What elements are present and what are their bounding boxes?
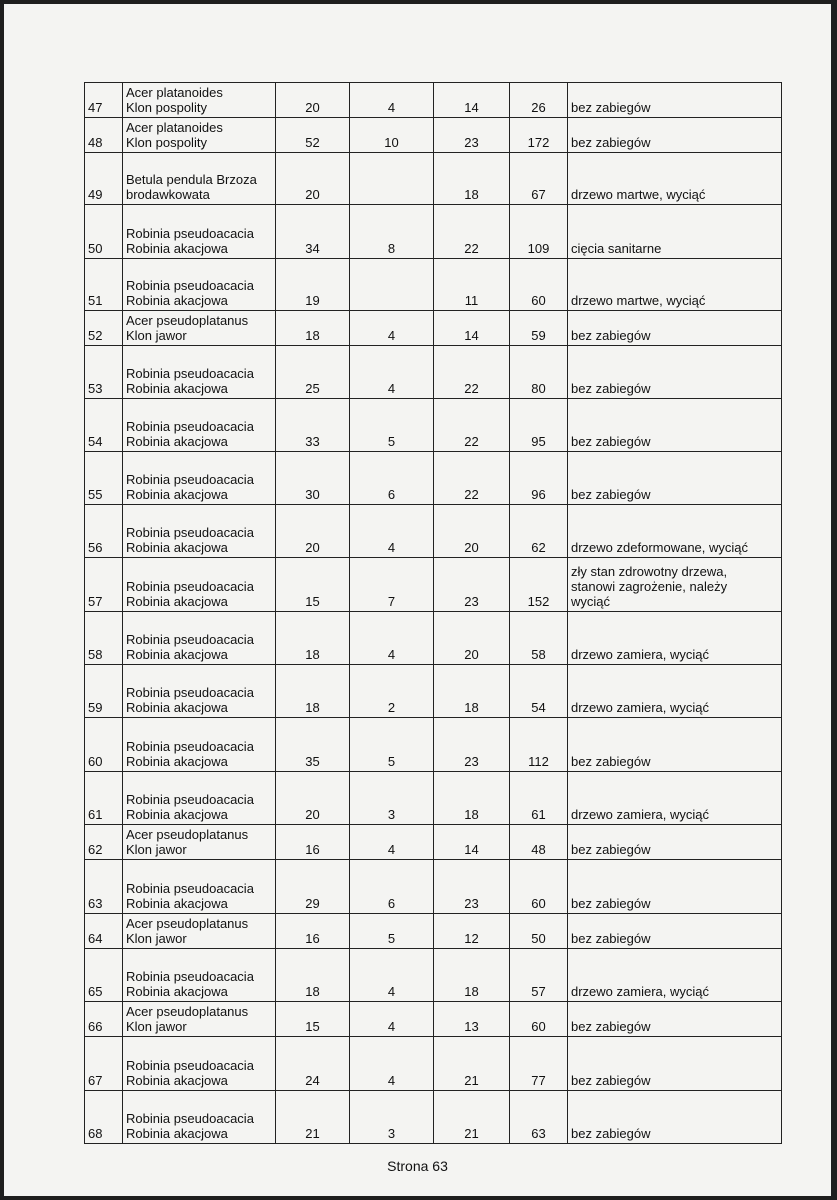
- species-line: Klon jawor: [126, 328, 187, 343]
- value-cell-2: 5: [350, 399, 434, 452]
- species-line: Robinia akacjowa: [126, 754, 228, 769]
- table-row: [85, 1002, 782, 1037]
- value-cell-3: 18: [434, 772, 510, 825]
- species-line: Robinia pseudoacacia: [126, 1111, 254, 1126]
- note-line: bez zabiegów: [571, 434, 651, 449]
- species-cell: [123, 860, 276, 914]
- species-line: Robinia akacjowa: [126, 434, 228, 449]
- note-cell: [568, 612, 782, 665]
- value-cell-4: 54: [510, 665, 568, 718]
- note-cell: [568, 311, 782, 346]
- note-line: drzewo zamiera, wyciąć: [571, 647, 709, 662]
- species-line: Acer pseudoplatanus: [126, 916, 249, 931]
- value-cell-4: 60: [510, 860, 568, 914]
- note-line: bez zabiegów: [571, 842, 651, 857]
- note-cell: [568, 205, 782, 259]
- species-cell: [123, 825, 276, 860]
- species-line: Robinia akacjowa: [126, 647, 228, 662]
- value-cell-2: 4: [350, 1002, 434, 1037]
- value-cell-2: 4: [350, 612, 434, 665]
- value-cell-3: 22: [434, 205, 510, 259]
- value-cell-2: 3: [350, 1091, 434, 1144]
- species-cell: [123, 259, 276, 311]
- value-cell-1: 19: [276, 259, 350, 311]
- species-cell: [123, 914, 276, 949]
- value-cell-3: 22: [434, 346, 510, 399]
- note-cell: [568, 665, 782, 718]
- value-cell-2: 7: [350, 558, 434, 612]
- tree-number-cell: 47: [85, 83, 123, 118]
- note-cell: [568, 558, 782, 612]
- value-cell-1: 16: [276, 825, 350, 860]
- value-cell-1: 18: [276, 665, 350, 718]
- note-cell: [568, 346, 782, 399]
- note-cell: [568, 118, 782, 153]
- value-cell-4: 60: [510, 1002, 568, 1037]
- value-cell-2: [350, 153, 434, 205]
- value-cell-1: 18: [276, 949, 350, 1002]
- note-cell: [568, 83, 782, 118]
- table-row: [85, 399, 782, 452]
- species-line: Robinia pseudoacacia: [126, 579, 254, 594]
- value-cell-1: 16: [276, 914, 350, 949]
- species-line: Acer pseudoplatanus: [126, 313, 249, 328]
- species-line: Robinia akacjowa: [126, 594, 228, 609]
- tree-number-cell: 61: [85, 772, 123, 825]
- tree-number-cell: 66: [85, 1002, 123, 1037]
- value-cell-2: 6: [350, 860, 434, 914]
- species-line: Klon pospolity: [126, 135, 207, 150]
- note-cell: [568, 825, 782, 860]
- value-cell-3: 14: [434, 311, 510, 346]
- tree-number-cell: 52: [85, 311, 123, 346]
- note-line: cięcia sanitarne: [571, 241, 662, 256]
- species-line: Robinia pseudoacacia: [126, 739, 254, 754]
- value-cell-4: 112: [510, 718, 568, 772]
- species-line: Robinia akacjowa: [126, 1073, 228, 1088]
- species-cell: [123, 118, 276, 153]
- species-cell: [123, 153, 276, 205]
- species-line: Robinia akacjowa: [126, 984, 228, 999]
- species-cell: [123, 558, 276, 612]
- species-cell: [123, 612, 276, 665]
- value-cell-3: 23: [434, 118, 510, 153]
- note-cell: [568, 772, 782, 825]
- value-cell-2: 10: [350, 118, 434, 153]
- tree-number-cell: 58: [85, 612, 123, 665]
- tree-inventory-table: [84, 82, 782, 1144]
- note-line: bez zabiegów: [571, 1019, 651, 1034]
- tree-number-cell: 50: [85, 205, 123, 259]
- value-cell-2: 4: [350, 83, 434, 118]
- note-line: bez zabiegów: [571, 931, 651, 946]
- tree-number-cell: 59: [85, 665, 123, 718]
- species-line: Robinia pseudoacacia: [126, 792, 254, 807]
- tree-number-cell: 62: [85, 825, 123, 860]
- value-cell-1: 30: [276, 452, 350, 505]
- value-cell-2: 5: [350, 914, 434, 949]
- species-line: Robinia akacjowa: [126, 700, 228, 715]
- note-line: drzewo martwe, wyciąć: [571, 187, 706, 202]
- species-cell: [123, 346, 276, 399]
- value-cell-1: 29: [276, 860, 350, 914]
- species-cell: [123, 1002, 276, 1037]
- table-row: [85, 311, 782, 346]
- value-cell-3: 14: [434, 83, 510, 118]
- species-line: Robinia pseudoacacia: [126, 685, 254, 700]
- value-cell-4: 63: [510, 1091, 568, 1144]
- species-line: Robinia pseudoacacia: [126, 632, 254, 647]
- value-cell-4: 57: [510, 949, 568, 1002]
- value-cell-2: 4: [350, 825, 434, 860]
- species-cell: [123, 83, 276, 118]
- value-cell-2: 6: [350, 452, 434, 505]
- value-cell-2: 4: [350, 1037, 434, 1091]
- value-cell-2: 5: [350, 718, 434, 772]
- species-line: Robinia pseudoacacia: [126, 226, 254, 241]
- note-cell: [568, 399, 782, 452]
- table-row: [85, 665, 782, 718]
- value-cell-4: 95: [510, 399, 568, 452]
- value-cell-3: 18: [434, 665, 510, 718]
- species-line: Robinia akacjowa: [126, 487, 228, 502]
- species-cell: [123, 399, 276, 452]
- value-cell-4: 58: [510, 612, 568, 665]
- note-line: zły stan zdrowotny drzewa,: [571, 564, 728, 579]
- species-line: Robinia akacjowa: [126, 293, 228, 308]
- species-cell: [123, 311, 276, 346]
- tree-number-cell: 49: [85, 153, 123, 205]
- species-line: Acer platanoides: [126, 85, 223, 100]
- value-cell-1: 15: [276, 1002, 350, 1037]
- document-page: [4, 4, 831, 1196]
- note-cell: [568, 914, 782, 949]
- table-row: [85, 205, 782, 259]
- species-cell: [123, 772, 276, 825]
- value-cell-3: 11: [434, 259, 510, 311]
- table-row: [85, 949, 782, 1002]
- note-cell: [568, 860, 782, 914]
- value-cell-1: 15: [276, 558, 350, 612]
- species-cell: [123, 949, 276, 1002]
- value-cell-1: 25: [276, 346, 350, 399]
- note-cell: [568, 718, 782, 772]
- species-line: Robinia pseudoacacia: [126, 278, 254, 293]
- value-cell-3: 20: [434, 505, 510, 558]
- value-cell-4: 67: [510, 153, 568, 205]
- note-line: bez zabiegów: [571, 1073, 651, 1088]
- note-line: drzewo martwe, wyciąć: [571, 293, 706, 308]
- value-cell-4: 26: [510, 83, 568, 118]
- value-cell-4: 152: [510, 558, 568, 612]
- note-line: bez zabiegów: [571, 1126, 651, 1141]
- value-cell-3: 23: [434, 718, 510, 772]
- species-line: Acer pseudoplatanus: [126, 827, 249, 842]
- tree-number-cell: 51: [85, 259, 123, 311]
- tree-number-cell: 67: [85, 1037, 123, 1091]
- value-cell-4: 59: [510, 311, 568, 346]
- species-line: Robinia pseudoacacia: [126, 472, 254, 487]
- value-cell-4: 172: [510, 118, 568, 153]
- table-row: [85, 612, 782, 665]
- species-line: Robinia akacjowa: [126, 1126, 228, 1141]
- table-row: [85, 83, 782, 118]
- note-line: stanowi zagrożenie, należy: [571, 579, 728, 594]
- value-cell-4: 48: [510, 825, 568, 860]
- species-line: Klon pospolity: [126, 100, 207, 115]
- value-cell-3: 18: [434, 949, 510, 1002]
- species-line: Robinia pseudoacacia: [126, 969, 254, 984]
- species-cell: [123, 205, 276, 259]
- note-line: bez zabiegów: [571, 135, 651, 150]
- note-cell: [568, 949, 782, 1002]
- species-cell: [123, 505, 276, 558]
- tree-number-cell: 48: [85, 118, 123, 153]
- value-cell-3: 20: [434, 612, 510, 665]
- table-row: [85, 914, 782, 949]
- value-cell-1: 20: [276, 153, 350, 205]
- note-line: drzewo zamiera, wyciąć: [571, 807, 709, 822]
- table-row: [85, 505, 782, 558]
- note-line: drzewo zamiera, wyciąć: [571, 984, 709, 999]
- value-cell-2: [350, 259, 434, 311]
- species-cell: [123, 452, 276, 505]
- species-cell: [123, 1037, 276, 1091]
- value-cell-1: 21: [276, 1091, 350, 1144]
- value-cell-4: 80: [510, 346, 568, 399]
- tree-number-cell: 68: [85, 1091, 123, 1144]
- table-row: [85, 259, 782, 311]
- value-cell-3: 14: [434, 825, 510, 860]
- value-cell-2: 2: [350, 665, 434, 718]
- species-line: Robinia akacjowa: [126, 540, 228, 555]
- note-line: drzewo zamiera, wyciąć: [571, 700, 709, 715]
- table-row: [85, 558, 782, 612]
- species-line: Klon jawor: [126, 1019, 187, 1034]
- tree-number-cell: 65: [85, 949, 123, 1002]
- note-line: bez zabiegów: [571, 487, 651, 502]
- species-line: Robinia pseudoacacia: [126, 881, 254, 896]
- value-cell-1: 20: [276, 772, 350, 825]
- value-cell-4: 60: [510, 259, 568, 311]
- value-cell-1: 18: [276, 311, 350, 346]
- species-line: Robinia pseudoacacia: [126, 525, 254, 540]
- tree-number-cell: 53: [85, 346, 123, 399]
- value-cell-2: 4: [350, 346, 434, 399]
- value-cell-3: 21: [434, 1091, 510, 1144]
- value-cell-3: 23: [434, 860, 510, 914]
- species-line: Acer pseudoplatanus: [126, 1004, 249, 1019]
- note-line: bez zabiegów: [571, 328, 651, 343]
- value-cell-1: 34: [276, 205, 350, 259]
- value-cell-2: 4: [350, 505, 434, 558]
- species-cell: [123, 718, 276, 772]
- tree-number-cell: 63: [85, 860, 123, 914]
- species-cell: [123, 665, 276, 718]
- value-cell-3: 13: [434, 1002, 510, 1037]
- value-cell-2: 4: [350, 949, 434, 1002]
- value-cell-3: 12: [434, 914, 510, 949]
- species-line: Robinia pseudoacacia: [126, 366, 254, 381]
- tree-number-cell: 55: [85, 452, 123, 505]
- tree-number-cell: 64: [85, 914, 123, 949]
- value-cell-4: 50: [510, 914, 568, 949]
- value-cell-3: 21: [434, 1037, 510, 1091]
- table-row: [85, 1037, 782, 1091]
- value-cell-2: 3: [350, 772, 434, 825]
- tree-number-cell: 60: [85, 718, 123, 772]
- note-cell: [568, 153, 782, 205]
- note-cell: [568, 452, 782, 505]
- note-line: wyciąć: [571, 594, 611, 609]
- species-line: Robinia akacjowa: [126, 896, 228, 911]
- table-row: [85, 346, 782, 399]
- value-cell-3: 23: [434, 558, 510, 612]
- table-row: [85, 718, 782, 772]
- tree-number-cell: 56: [85, 505, 123, 558]
- table-row: [85, 772, 782, 825]
- value-cell-1: 52: [276, 118, 350, 153]
- species-line: Acer platanoides: [126, 120, 223, 135]
- value-cell-1: 35: [276, 718, 350, 772]
- value-cell-4: 77: [510, 1037, 568, 1091]
- value-cell-2: 4: [350, 311, 434, 346]
- value-cell-3: 18: [434, 153, 510, 205]
- value-cell-2: 8: [350, 205, 434, 259]
- species-line: Robinia pseudoacacia: [126, 1058, 254, 1073]
- note-cell: [568, 1037, 782, 1091]
- species-line: Klon jawor: [126, 842, 187, 857]
- species-line: Robinia akacjowa: [126, 241, 228, 256]
- table-row: [85, 118, 782, 153]
- table-row: [85, 153, 782, 205]
- note-line: bez zabiegów: [571, 381, 651, 396]
- note-cell: [568, 259, 782, 311]
- table-row: [85, 860, 782, 914]
- species-cell: [123, 1091, 276, 1144]
- species-line: Klon jawor: [126, 931, 187, 946]
- species-line: Robinia akacjowa: [126, 807, 228, 822]
- value-cell-1: 24: [276, 1037, 350, 1091]
- note-cell: [568, 1091, 782, 1144]
- species-line: brodawkowata: [126, 187, 210, 202]
- value-cell-1: 20: [276, 505, 350, 558]
- page-number: Strona 63: [387, 1158, 448, 1174]
- value-cell-1: 18: [276, 612, 350, 665]
- value-cell-3: 22: [434, 452, 510, 505]
- value-cell-4: 61: [510, 772, 568, 825]
- tree-number-cell: 57: [85, 558, 123, 612]
- note-cell: [568, 505, 782, 558]
- note-line: bez zabiegów: [571, 100, 651, 115]
- note-line: drzewo zdeformowane, wyciąć: [571, 540, 749, 555]
- note-line: bez zabiegów: [571, 896, 651, 911]
- table-row: [85, 1091, 782, 1144]
- value-cell-1: 20: [276, 83, 350, 118]
- species-line: Betula pendula Brzoza: [126, 172, 257, 187]
- value-cell-3: 22: [434, 399, 510, 452]
- note-line: bez zabiegów: [571, 754, 651, 769]
- table-row: [85, 452, 782, 505]
- value-cell-1: 33: [276, 399, 350, 452]
- species-line: Robinia akacjowa: [126, 381, 228, 396]
- table-row: [85, 825, 782, 860]
- value-cell-4: 109: [510, 205, 568, 259]
- note-cell: [568, 1002, 782, 1037]
- value-cell-4: 96: [510, 452, 568, 505]
- species-line: Robinia pseudoacacia: [126, 419, 254, 434]
- tree-number-cell: 54: [85, 399, 123, 452]
- value-cell-4: 62: [510, 505, 568, 558]
